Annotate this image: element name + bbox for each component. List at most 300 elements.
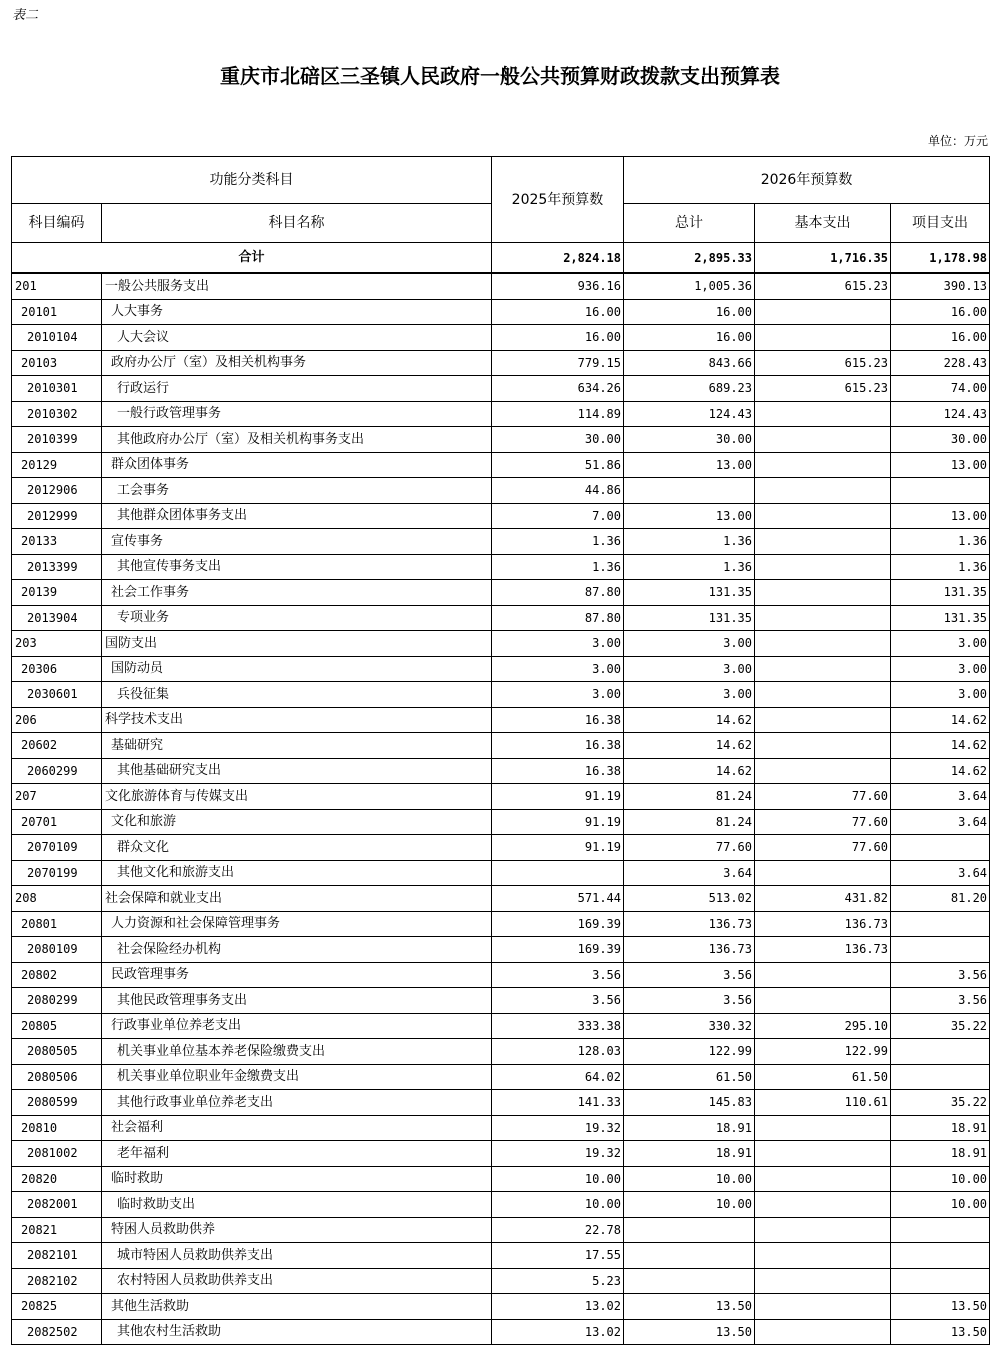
row-budget-2025: 91.19 <box>492 784 624 810</box>
row-code: 207 <box>12 784 102 810</box>
row-budget-2025: 17.55 <box>492 1243 624 1269</box>
row-budget-2025: 3.56 <box>492 962 624 988</box>
row-basic: 615.23 <box>755 376 891 402</box>
row-basic <box>755 1268 891 1294</box>
table-row <box>12 452 990 478</box>
table-row <box>12 784 990 810</box>
row-basic: 77.60 <box>755 809 891 835</box>
row-project: 10.00 <box>891 1166 990 1192</box>
row-name: 其他群众团体事务支出 <box>102 503 492 529</box>
row-budget-2025: 7.00 <box>492 503 624 529</box>
table-tag: 表二 <box>12 8 39 23</box>
row-project <box>891 1217 990 1243</box>
row-budget-2025: 141.33 <box>492 1090 624 1116</box>
row-total: 14.62 <box>624 733 755 759</box>
row-total: 131.35 <box>624 580 755 606</box>
row-name: 群众团体事务 <box>102 452 492 478</box>
row-basic: 136.73 <box>755 937 891 963</box>
row-name: 政府办公厅（室）及相关机构事务 <box>102 350 492 376</box>
row-project: 1.36 <box>891 554 990 580</box>
row-code: 20802 <box>12 962 102 988</box>
row-basic <box>755 554 891 580</box>
row-total: 81.24 <box>624 809 755 835</box>
row-project <box>891 1243 990 1269</box>
row-project: 3.56 <box>891 962 990 988</box>
row-budget-2025: 13.02 <box>492 1319 624 1345</box>
row-name: 文化旅游体育与传媒支出 <box>102 784 492 810</box>
row-name: 社会福利 <box>102 1115 492 1141</box>
row-project: 13.50 <box>891 1319 990 1345</box>
row-code: 20139 <box>12 580 102 606</box>
row-total: 3.56 <box>624 962 755 988</box>
row-code: 2080505 <box>12 1039 102 1065</box>
row-total <box>624 1243 755 1269</box>
row-name: 其他文化和旅游支出 <box>102 860 492 886</box>
row-name: 社会保险经办机构 <box>102 937 492 963</box>
row-code: 2030601 <box>12 682 102 708</box>
row-name: 国防支出 <box>102 631 492 657</box>
row-basic <box>755 1217 891 1243</box>
row-basic <box>755 988 891 1014</box>
row-project: 16.00 <box>891 325 990 351</box>
row-project: 14.62 <box>891 733 990 759</box>
row-code: 208 <box>12 886 102 912</box>
row-code: 2081002 <box>12 1141 102 1167</box>
row-name: 其他民政管理事务支出 <box>102 988 492 1014</box>
table-row <box>12 1243 990 1269</box>
table-row <box>12 376 990 402</box>
table-row <box>12 707 990 733</box>
row-budget-2025: 91.19 <box>492 809 624 835</box>
total-project: 1,178.98 <box>891 243 990 274</box>
row-code: 203 <box>12 631 102 657</box>
row-project: 30.00 <box>891 427 990 453</box>
row-budget-2025: 87.80 <box>492 605 624 631</box>
row-code: 20103 <box>12 350 102 376</box>
row-total: 3.56 <box>624 988 755 1014</box>
row-name: 兵役征集 <box>102 682 492 708</box>
row-budget-2025: 1.36 <box>492 554 624 580</box>
row-budget-2025: 3.00 <box>492 631 624 657</box>
page-title: 重庆市北碚区三圣镇人民政府一般公共预算财政拨款支出预算表 <box>220 64 780 88</box>
row-project: 390.13 <box>891 273 990 299</box>
table-row <box>12 809 990 835</box>
total-basic: 1,716.35 <box>755 243 891 274</box>
row-code: 2013904 <box>12 605 102 631</box>
row-basic <box>755 733 891 759</box>
row-basic <box>755 1294 891 1320</box>
row-code: 20129 <box>12 452 102 478</box>
row-project: 124.43 <box>891 401 990 427</box>
row-total: 30.00 <box>624 427 755 453</box>
table-row <box>12 860 990 886</box>
table-row <box>12 1192 990 1218</box>
row-project <box>891 937 990 963</box>
row-project: 13.00 <box>891 452 990 478</box>
row-basic <box>755 631 891 657</box>
row-name: 老年福利 <box>102 1141 492 1167</box>
row-budget-2025: 779.15 <box>492 350 624 376</box>
row-total <box>624 478 755 504</box>
row-project: 13.50 <box>891 1294 990 1320</box>
row-budget-2025: 634.26 <box>492 376 624 402</box>
row-budget-2025: 16.00 <box>492 325 624 351</box>
row-code: 20820 <box>12 1166 102 1192</box>
row-project: 13.00 <box>891 503 990 529</box>
row-budget-2025: 114.89 <box>492 401 624 427</box>
row-budget-2025: 3.00 <box>492 682 624 708</box>
header-func-category: 功能分类科目 <box>12 157 492 204</box>
table-row <box>12 325 990 351</box>
row-code: 20825 <box>12 1294 102 1320</box>
row-total <box>624 1217 755 1243</box>
row-budget-2025: 44.86 <box>492 478 624 504</box>
table-row <box>12 580 990 606</box>
row-name: 临时救助 <box>102 1166 492 1192</box>
row-basic <box>755 860 891 886</box>
row-total: 14.62 <box>624 758 755 784</box>
row-total: 14.62 <box>624 707 755 733</box>
row-total: 13.50 <box>624 1319 755 1345</box>
row-budget-2025: 128.03 <box>492 1039 624 1065</box>
row-total: 1.36 <box>624 554 755 580</box>
row-project: 14.62 <box>891 707 990 733</box>
row-project <box>891 1268 990 1294</box>
table-row <box>12 605 990 631</box>
row-total: 3.00 <box>624 682 755 708</box>
row-name: 临时救助支出 <box>102 1192 492 1218</box>
row-total: 16.00 <box>624 325 755 351</box>
row-name: 农村特困人员救助供养支出 <box>102 1268 492 1294</box>
row-total: 77.60 <box>624 835 755 861</box>
row-project: 18.91 <box>891 1141 990 1167</box>
row-name: 民政管理事务 <box>102 962 492 988</box>
row-basic: 615.23 <box>755 273 891 299</box>
row-project: 18.91 <box>891 1115 990 1141</box>
row-project: 3.00 <box>891 656 990 682</box>
table-row <box>12 1268 990 1294</box>
row-project <box>891 835 990 861</box>
row-code: 20701 <box>12 809 102 835</box>
row-name: 文化和旅游 <box>102 809 492 835</box>
table-row <box>12 1039 990 1065</box>
row-budget-2025: 87.80 <box>492 580 624 606</box>
row-code: 2010301 <box>12 376 102 402</box>
row-budget-2025: 571.44 <box>492 886 624 912</box>
row-name: 国防动员 <box>102 656 492 682</box>
row-basic <box>755 325 891 351</box>
row-code: 2080109 <box>12 937 102 963</box>
header-budget-2026: 2026年预算数 <box>624 157 990 204</box>
row-budget-2025 <box>492 860 624 886</box>
row-basic <box>755 529 891 555</box>
row-code: 2082102 <box>12 1268 102 1294</box>
table-row <box>12 937 990 963</box>
row-name: 其他基础研究支出 <box>102 758 492 784</box>
row-budget-2025: 1.36 <box>492 529 624 555</box>
row-total: 13.00 <box>624 503 755 529</box>
row-code: 2082101 <box>12 1243 102 1269</box>
row-basic: 295.10 <box>755 1013 891 1039</box>
row-budget-2025: 19.32 <box>492 1115 624 1141</box>
table-row <box>12 1090 990 1116</box>
table-row <box>12 1294 990 1320</box>
table-row <box>12 656 990 682</box>
row-basic <box>755 1141 891 1167</box>
row-code: 2070109 <box>12 835 102 861</box>
row-basic: 77.60 <box>755 835 891 861</box>
row-budget-2025: 16.00 <box>492 299 624 325</box>
row-basic: 136.73 <box>755 911 891 937</box>
row-budget-2025: 16.38 <box>492 733 624 759</box>
row-code: 2012999 <box>12 503 102 529</box>
row-total: 131.35 <box>624 605 755 631</box>
row-name: 一般公共服务支出 <box>102 273 492 299</box>
row-basic <box>755 452 891 478</box>
header-code: 科目编码 <box>12 204 102 243</box>
row-budget-2025: 64.02 <box>492 1064 624 1090</box>
row-code: 2012906 <box>12 478 102 504</box>
row-code: 2010399 <box>12 427 102 453</box>
row-total: 18.91 <box>624 1115 755 1141</box>
row-project <box>891 1064 990 1090</box>
row-name: 专项业务 <box>102 605 492 631</box>
row-code: 20821 <box>12 1217 102 1243</box>
row-total: 3.00 <box>624 631 755 657</box>
table-row <box>12 478 990 504</box>
row-name: 其他农村生活救助 <box>102 1319 492 1345</box>
row-code: 2013399 <box>12 554 102 580</box>
row-basic: 61.50 <box>755 1064 891 1090</box>
row-total: 18.91 <box>624 1141 755 1167</box>
row-basic: 615.23 <box>755 350 891 376</box>
row-name: 机关事业单位职业年金缴费支出 <box>102 1064 492 1090</box>
row-basic <box>755 707 891 733</box>
row-project: 35.22 <box>891 1090 990 1116</box>
row-total: 330.32 <box>624 1013 755 1039</box>
row-name: 科学技术支出 <box>102 707 492 733</box>
row-name: 人大会议 <box>102 325 492 351</box>
header-project: 项目支出 <box>891 204 990 243</box>
row-budget-2025: 169.39 <box>492 911 624 937</box>
row-name: 行政运行 <box>102 376 492 402</box>
row-name: 其他行政事业单位养老支出 <box>102 1090 492 1116</box>
row-code: 20810 <box>12 1115 102 1141</box>
table-row <box>12 911 990 937</box>
row-budget-2025: 3.56 <box>492 988 624 1014</box>
row-basic <box>755 503 891 529</box>
row-budget-2025: 10.00 <box>492 1166 624 1192</box>
table-row <box>12 427 990 453</box>
row-project: 131.35 <box>891 605 990 631</box>
row-total: 689.23 <box>624 376 755 402</box>
row-total: 843.66 <box>624 350 755 376</box>
row-name: 人力资源和社会保障管理事务 <box>102 911 492 937</box>
row-total: 3.00 <box>624 656 755 682</box>
row-basic <box>755 1319 891 1345</box>
row-code: 20801 <box>12 911 102 937</box>
row-budget-2025: 13.02 <box>492 1294 624 1320</box>
row-budget-2025: 936.16 <box>492 273 624 299</box>
row-name: 社会保障和就业支出 <box>102 886 492 912</box>
row-name: 基础研究 <box>102 733 492 759</box>
row-total: 122.99 <box>624 1039 755 1065</box>
row-budget-2025: 22.78 <box>492 1217 624 1243</box>
row-project: 10.00 <box>891 1192 990 1218</box>
row-name: 机关事业单位基本养老保险缴费支出 <box>102 1039 492 1065</box>
row-code: 2080599 <box>12 1090 102 1116</box>
table-row <box>12 733 990 759</box>
row-total: 81.24 <box>624 784 755 810</box>
row-basic <box>755 478 891 504</box>
table-row <box>12 1115 990 1141</box>
row-budget-2025: 3.00 <box>492 656 624 682</box>
row-budget-2025: 16.38 <box>492 707 624 733</box>
table-row <box>12 988 990 1014</box>
table-row <box>12 1064 990 1090</box>
row-basic <box>755 401 891 427</box>
row-project: 3.64 <box>891 860 990 886</box>
table-row <box>12 299 990 325</box>
table-row <box>12 1013 990 1039</box>
row-budget-2025: 91.19 <box>492 835 624 861</box>
total-row <box>12 243 990 274</box>
row-budget-2025: 51.86 <box>492 452 624 478</box>
row-name: 一般行政管理事务 <box>102 401 492 427</box>
table-row <box>12 962 990 988</box>
row-code: 20306 <box>12 656 102 682</box>
row-code: 201 <box>12 273 102 299</box>
row-total: 3.64 <box>624 860 755 886</box>
row-total: 513.02 <box>624 886 755 912</box>
row-project <box>891 911 990 937</box>
table-row <box>12 350 990 376</box>
unit-label: 单位：万元 <box>927 134 988 148</box>
row-project: 3.00 <box>891 682 990 708</box>
row-basic <box>755 656 891 682</box>
row-code: 2070199 <box>12 860 102 886</box>
row-total: 136.73 <box>624 911 755 937</box>
row-basic <box>755 1115 891 1141</box>
row-project: 3.00 <box>891 631 990 657</box>
table-row <box>12 503 990 529</box>
row-name: 工会事务 <box>102 478 492 504</box>
row-name: 宣传事务 <box>102 529 492 555</box>
row-code: 20805 <box>12 1013 102 1039</box>
row-code: 20133 <box>12 529 102 555</box>
row-code: 2080299 <box>12 988 102 1014</box>
row-budget-2025: 30.00 <box>492 427 624 453</box>
total-budget-2025: 2,824.18 <box>492 243 624 274</box>
table-row <box>12 1141 990 1167</box>
row-project: 228.43 <box>891 350 990 376</box>
row-name: 人大事务 <box>102 299 492 325</box>
row-code: 20101 <box>12 299 102 325</box>
table-row <box>12 529 990 555</box>
row-code: 2010104 <box>12 325 102 351</box>
row-total: 10.00 <box>624 1166 755 1192</box>
row-name: 群众文化 <box>102 835 492 861</box>
row-code: 20602 <box>12 733 102 759</box>
row-total: 124.43 <box>624 401 755 427</box>
row-project: 3.64 <box>891 809 990 835</box>
row-total: 16.00 <box>624 299 755 325</box>
row-code: 2080506 <box>12 1064 102 1090</box>
row-total: 13.00 <box>624 452 755 478</box>
row-project: 131.35 <box>891 580 990 606</box>
row-basic <box>755 299 891 325</box>
row-code: 2082502 <box>12 1319 102 1345</box>
row-basic <box>755 758 891 784</box>
header-total: 总计 <box>624 204 755 243</box>
row-basic <box>755 1166 891 1192</box>
table-row <box>12 1217 990 1243</box>
row-budget-2025: 333.38 <box>492 1013 624 1039</box>
total-label: 合计 <box>12 243 492 274</box>
row-name: 城市特困人员救助供养支出 <box>102 1243 492 1269</box>
row-budget-2025: 16.38 <box>492 758 624 784</box>
row-project: 74.00 <box>891 376 990 402</box>
row-basic <box>755 682 891 708</box>
row-basic <box>755 580 891 606</box>
row-basic: 122.99 <box>755 1039 891 1065</box>
row-basic: 431.82 <box>755 886 891 912</box>
table-row <box>12 886 990 912</box>
row-basic <box>755 1243 891 1269</box>
row-total: 136.73 <box>624 937 755 963</box>
row-budget-2025: 19.32 <box>492 1141 624 1167</box>
budget-table <box>11 156 990 1345</box>
row-name: 其他政府办公厅（室）及相关机构事务支出 <box>102 427 492 453</box>
table-row <box>12 401 990 427</box>
table-row <box>12 273 990 299</box>
row-basic <box>755 1192 891 1218</box>
table-row <box>12 1166 990 1192</box>
table-row <box>12 835 990 861</box>
row-basic <box>755 605 891 631</box>
row-name: 社会工作事务 <box>102 580 492 606</box>
table-row <box>12 554 990 580</box>
row-total: 145.83 <box>624 1090 755 1116</box>
row-total: 13.50 <box>624 1294 755 1320</box>
row-code: 2010302 <box>12 401 102 427</box>
row-name: 其他宣传事务支出 <box>102 554 492 580</box>
table-row <box>12 631 990 657</box>
row-name: 行政事业单位养老支出 <box>102 1013 492 1039</box>
row-total: 61.50 <box>624 1064 755 1090</box>
row-total: 1,005.36 <box>624 273 755 299</box>
total-total: 2,895.33 <box>624 243 755 274</box>
row-budget-2025: 5.23 <box>492 1268 624 1294</box>
header-basic: 基本支出 <box>755 204 891 243</box>
row-total: 1.36 <box>624 529 755 555</box>
row-total: 10.00 <box>624 1192 755 1218</box>
table-row <box>12 1319 990 1345</box>
row-project: 16.00 <box>891 299 990 325</box>
row-total <box>624 1268 755 1294</box>
row-project: 1.36 <box>891 529 990 555</box>
row-project <box>891 1039 990 1065</box>
row-project: 35.22 <box>891 1013 990 1039</box>
row-name: 其他生活救助 <box>102 1294 492 1320</box>
table-row <box>12 682 990 708</box>
row-basic <box>755 962 891 988</box>
row-project <box>891 478 990 504</box>
row-code: 2060299 <box>12 758 102 784</box>
row-budget-2025: 10.00 <box>492 1192 624 1218</box>
row-basic <box>755 427 891 453</box>
row-project: 3.56 <box>891 988 990 1014</box>
